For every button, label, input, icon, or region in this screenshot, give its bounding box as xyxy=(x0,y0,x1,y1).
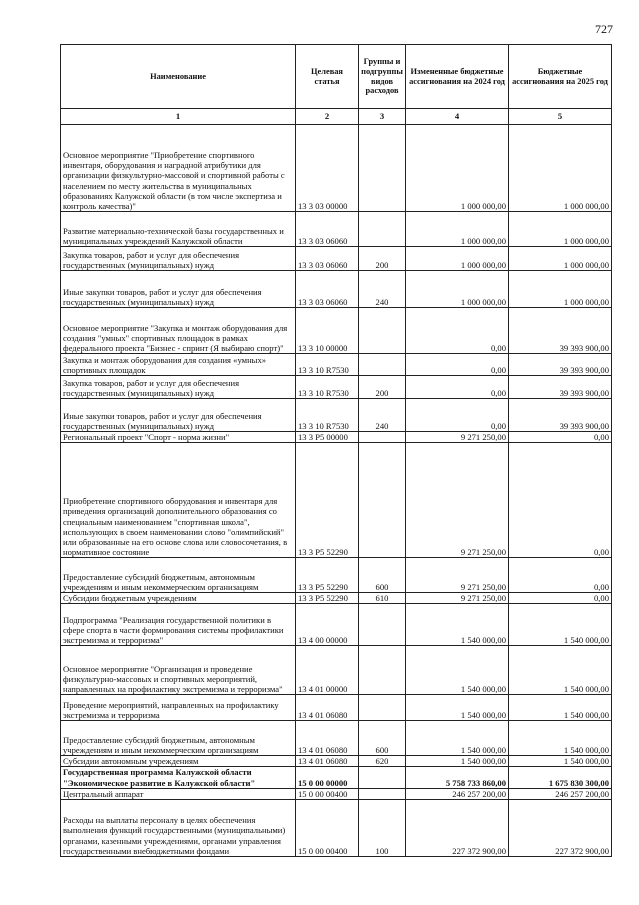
row-group-code xyxy=(359,443,406,558)
row-value-2024: 1 000 000,00 xyxy=(406,271,509,308)
row-value-2025: 1 540 000,00 xyxy=(509,604,612,646)
row-group-code xyxy=(359,788,406,799)
row-name: Подпрограмма "Реализация государственной политики в сфере спорта в части формирования системы профилактики экстремизма и терроризма" xyxy=(61,604,296,646)
table-row xyxy=(61,767,612,788)
row-name: Субсидии автономным учреждениям xyxy=(61,756,296,767)
row-value-2024: 0,00 xyxy=(406,399,509,432)
row-group-code: 240 xyxy=(359,271,406,308)
colnum-3: 3 xyxy=(359,109,406,125)
row-target-code: 13 3 03 06060 xyxy=(296,247,359,271)
row-group-code: 600 xyxy=(359,558,406,593)
table-header-row xyxy=(61,45,612,109)
row-group-code: 620 xyxy=(359,756,406,767)
page-number: 727 xyxy=(595,22,613,36)
row-group-code: 240 xyxy=(359,399,406,432)
row-name: Региональный проект "Спорт - норма жизни" xyxy=(61,432,296,443)
row-value-2024: 1 000 000,00 xyxy=(406,125,509,212)
row-value-2025: 1 000 000,00 xyxy=(509,247,612,271)
row-target-code: 15 0 00 00000 xyxy=(296,767,359,788)
table-row xyxy=(61,271,612,308)
row-value-2025: 39 393 900,00 xyxy=(509,354,612,376)
row-value-2024: 227 372 900,00 xyxy=(406,799,509,856)
colnum-5: 5 xyxy=(509,109,612,125)
header-target: Целевая статья xyxy=(296,45,359,109)
row-value-2025: 0,00 xyxy=(509,558,612,593)
row-value-2025: 1 540 000,00 xyxy=(509,646,612,695)
row-value-2025: 1 540 000,00 xyxy=(509,695,612,721)
row-target-code: 13 4 01 06080 xyxy=(296,721,359,756)
row-name: Основное мероприятие "Организация и проведение физкультурно-массовых и спортивных мероприятий, направленных на профилактику экстремизма и терроризма" xyxy=(61,646,296,695)
table-row xyxy=(61,558,612,593)
row-group-code xyxy=(359,125,406,212)
row-name: Основное мероприятие "Приобретение спортивного инвентаря, оборудования и наградной атрибутики для организации физкультурно-массовой и спортивной работы с населением по месту жительства в муниципальных образованиях Калужской области (в том числе экспертиза и контроль качества)" xyxy=(61,125,296,212)
row-target-code: 13 4 01 06080 xyxy=(296,695,359,721)
row-group-code xyxy=(359,354,406,376)
row-target-code: 13 4 00 00000 xyxy=(296,604,359,646)
row-target-code: 13 3 10 R7530 xyxy=(296,354,359,376)
row-name: Иные закупки товаров, работ и услуг для обеспечения государственных (муниципальных) нужд xyxy=(61,271,296,308)
row-value-2025: 39 393 900,00 xyxy=(509,308,612,354)
row-value-2024: 0,00 xyxy=(406,354,509,376)
row-target-code: 13 4 01 00000 xyxy=(296,646,359,695)
table-row xyxy=(61,125,612,212)
row-value-2024: 1 000 000,00 xyxy=(406,212,509,247)
row-group-code xyxy=(359,767,406,788)
table-row xyxy=(61,212,612,247)
row-group-code: 600 xyxy=(359,721,406,756)
colnum-4: 4 xyxy=(406,109,509,125)
row-value-2025: 1 000 000,00 xyxy=(509,125,612,212)
row-name: Государственная программа Калужской области "Экономическое развитие в Калужской области" xyxy=(61,767,296,788)
table-row xyxy=(61,646,612,695)
row-group-code: 200 xyxy=(359,247,406,271)
row-value-2024: 1 540 000,00 xyxy=(406,756,509,767)
row-value-2024: 1 540 000,00 xyxy=(406,646,509,695)
row-value-2024: 9 271 250,00 xyxy=(406,593,509,604)
row-name: Приобретение спортивного оборудования и инвентаря для приведения организаций дополнительного образования со специальным наименованием "спортивная школа", использующих в своем наименовании слово "олимпийский" или образованные на его основе слова или словосочетания, в нормативное состояние xyxy=(61,443,296,558)
row-target-code: 13 3 P5 00000 xyxy=(296,432,359,443)
table-row xyxy=(61,399,612,432)
colnum-2: 2 xyxy=(296,109,359,125)
row-target-code: 13 3 P5 52290 xyxy=(296,558,359,593)
row-name: Закупка товаров, работ и услуг для обеспечения государственных (муниципальных) нужд xyxy=(61,376,296,399)
row-name: Иные закупки товаров, работ и услуг для обеспечения государственных (муниципальных) нужд xyxy=(61,399,296,432)
table-row xyxy=(61,593,612,604)
row-group-code: 200 xyxy=(359,376,406,399)
row-value-2025: 0,00 xyxy=(509,432,612,443)
table-row xyxy=(61,604,612,646)
row-group-code xyxy=(359,212,406,247)
row-value-2024: 1 540 000,00 xyxy=(406,695,509,721)
row-name: Закупка и монтаж оборудования для создания «умных» спортивных площадок xyxy=(61,354,296,376)
row-value-2025: 246 257 200,00 xyxy=(509,788,612,799)
row-name: Предоставление субсидий бюджетным, автономным учреждениям и иным некоммерческим организациям xyxy=(61,721,296,756)
row-value-2025: 39 393 900,00 xyxy=(509,399,612,432)
row-value-2024: 9 271 250,00 xyxy=(406,443,509,558)
row-name: Развитие материально-технической базы государственных и муниципальных учреждений Калужской области xyxy=(61,212,296,247)
table-row xyxy=(61,354,612,376)
row-name: Проведение мероприятий, направленных на профилактику экстремизма и терроризма xyxy=(61,695,296,721)
header-2024: Измененные бюджетные ассигнования на 2024 год xyxy=(406,45,509,109)
row-value-2024: 9 271 250,00 xyxy=(406,558,509,593)
row-value-2025: 0,00 xyxy=(509,443,612,558)
row-name: Основное мероприятие "Закупка и монтаж оборудования для создания "умных" спортивных площадок в рамках федерального проекта "Бизнес - спринт (Я выбираю спорт)" xyxy=(61,308,296,354)
row-name: Предоставление субсидий бюджетным, автономным учреждениям и иным некоммерческим организациям xyxy=(61,558,296,593)
row-target-code: 13 3 03 06060 xyxy=(296,212,359,247)
row-target-code: 13 3 10 R7530 xyxy=(296,376,359,399)
row-group-code xyxy=(359,604,406,646)
row-target-code: 15 0 00 00400 xyxy=(296,788,359,799)
table-row xyxy=(61,443,612,558)
row-name: Субсидии бюджетным учреждениям xyxy=(61,593,296,604)
table-row xyxy=(61,721,612,756)
row-value-2024: 9 271 250,00 xyxy=(406,432,509,443)
row-value-2025: 1 675 830 300,00 xyxy=(509,767,612,788)
row-name: Закупка товаров, работ и услуг для обеспечения государственных (муниципальных) нужд xyxy=(61,247,296,271)
row-target-code: 13 3 P5 52290 xyxy=(296,443,359,558)
row-target-code: 13 4 01 06080 xyxy=(296,756,359,767)
row-group-code: 610 xyxy=(359,593,406,604)
row-target-code: 13 3 10 R7530 xyxy=(296,399,359,432)
row-value-2025: 227 372 900,00 xyxy=(509,799,612,856)
header-name: Наименование xyxy=(61,45,296,109)
row-name: Расходы на выплаты персоналу в целях обеспечения выполнения функций государственными (муниципальными) органами, казенными учреждениями, органами управления государственными внебюджетными фондами xyxy=(61,799,296,856)
row-target-code: 13 3 P5 52290 xyxy=(296,593,359,604)
header-group: Группы и подгруппы видов расходов xyxy=(359,45,406,109)
row-value-2025: 1 000 000,00 xyxy=(509,212,612,247)
row-value-2024: 0,00 xyxy=(406,376,509,399)
row-value-2024: 1 000 000,00 xyxy=(406,247,509,271)
row-group-code: 100 xyxy=(359,799,406,856)
row-name: Центральный аппарат xyxy=(61,788,296,799)
row-value-2024: 1 540 000,00 xyxy=(406,721,509,756)
row-target-code: 13 3 03 06060 xyxy=(296,271,359,308)
table-row xyxy=(61,788,612,799)
budget-table xyxy=(60,44,612,857)
table-row xyxy=(61,695,612,721)
row-group-code xyxy=(359,432,406,443)
header-2025: Бюджетные ассигнования на 2025 год xyxy=(509,45,612,109)
row-value-2025: 0,00 xyxy=(509,593,612,604)
row-target-code: 15 0 00 00400 xyxy=(296,799,359,856)
row-group-code xyxy=(359,308,406,354)
row-value-2024: 246 257 200,00 xyxy=(406,788,509,799)
row-value-2024: 1 540 000,00 xyxy=(406,604,509,646)
table-row xyxy=(61,799,612,856)
table-row xyxy=(61,432,612,443)
row-target-code: 13 3 03 00000 xyxy=(296,125,359,212)
colnum-1: 1 xyxy=(61,109,296,125)
row-value-2025: 39 393 900,00 xyxy=(509,376,612,399)
column-number-row xyxy=(61,109,612,125)
row-group-code xyxy=(359,695,406,721)
row-value-2025: 1 540 000,00 xyxy=(509,756,612,767)
row-group-code xyxy=(359,646,406,695)
table-row xyxy=(61,376,612,399)
table-row xyxy=(61,308,612,354)
row-target-code: 13 3 10 00000 xyxy=(296,308,359,354)
table-row xyxy=(61,756,612,767)
row-value-2025: 1 540 000,00 xyxy=(509,721,612,756)
row-value-2025: 1 000 000,00 xyxy=(509,271,612,308)
table-row xyxy=(61,247,612,271)
row-value-2024: 5 758 733 860,00 xyxy=(406,767,509,788)
row-value-2024: 0,00 xyxy=(406,308,509,354)
